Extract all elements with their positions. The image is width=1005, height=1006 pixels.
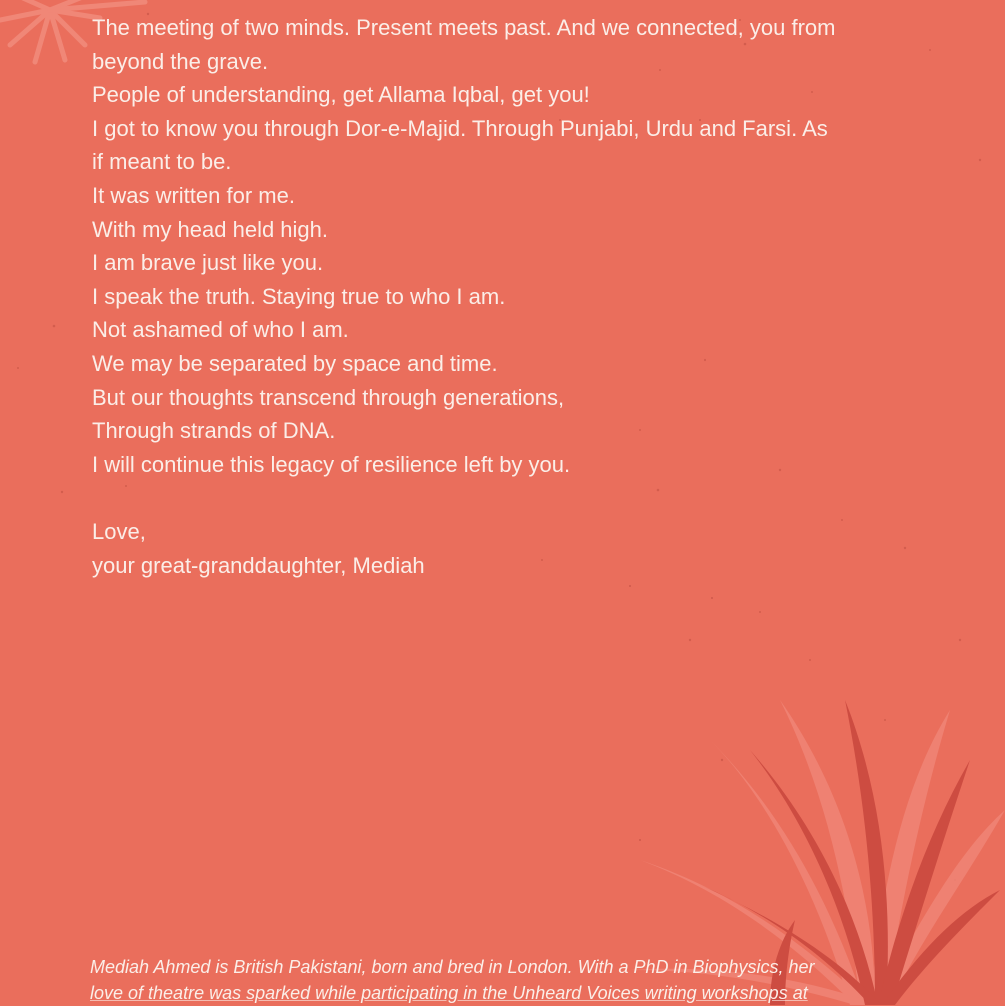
letter-line: People of understanding, get Allama Iqbal, get you!	[92, 82, 590, 108]
letter-line: beyond the grave.	[92, 48, 269, 74]
letter-line: We may be separated by space and time.	[92, 350, 498, 376]
letter-line: It was written for me.	[92, 182, 295, 208]
letter-closing: Love,	[92, 518, 146, 544]
paragraph-gap	[92, 481, 922, 515]
letter-line: I will continue this legacy of resilience left by you.	[92, 451, 571, 477]
letter-line: I speak the truth. Staying true to who I am.	[92, 283, 506, 309]
letter-line: I got to know you through Dor-e-Majid. Through Punjabi, Urdu and Farsi. As	[92, 115, 828, 141]
bio-line: love of theatre was sparked while participating in the Unheard Voices writing workshops at	[90, 983, 808, 1003]
letter-line: Not ashamed of who I am.	[92, 317, 349, 343]
letter-line: I am brave just like you.	[92, 250, 324, 276]
letter-line: But our thoughts transcend through generations,	[92, 384, 565, 410]
letter-line: if meant to be.	[92, 149, 232, 175]
letter-signature: your great-granddaughter, Mediah	[92, 552, 425, 578]
letter-line: The meeting of two minds. Present meets past. And we connected, you from	[92, 15, 836, 40]
letter-body	[92, 11, 922, 582]
letter-line: Through strands of DNA.	[92, 418, 336, 444]
letter-line: With my head held high.	[92, 216, 329, 242]
author-bio	[90, 954, 930, 1006]
bio-line: Mediah Ahmed is British Pakistani, born and bred in London. With a PhD in Biophysics, her	[90, 957, 815, 977]
